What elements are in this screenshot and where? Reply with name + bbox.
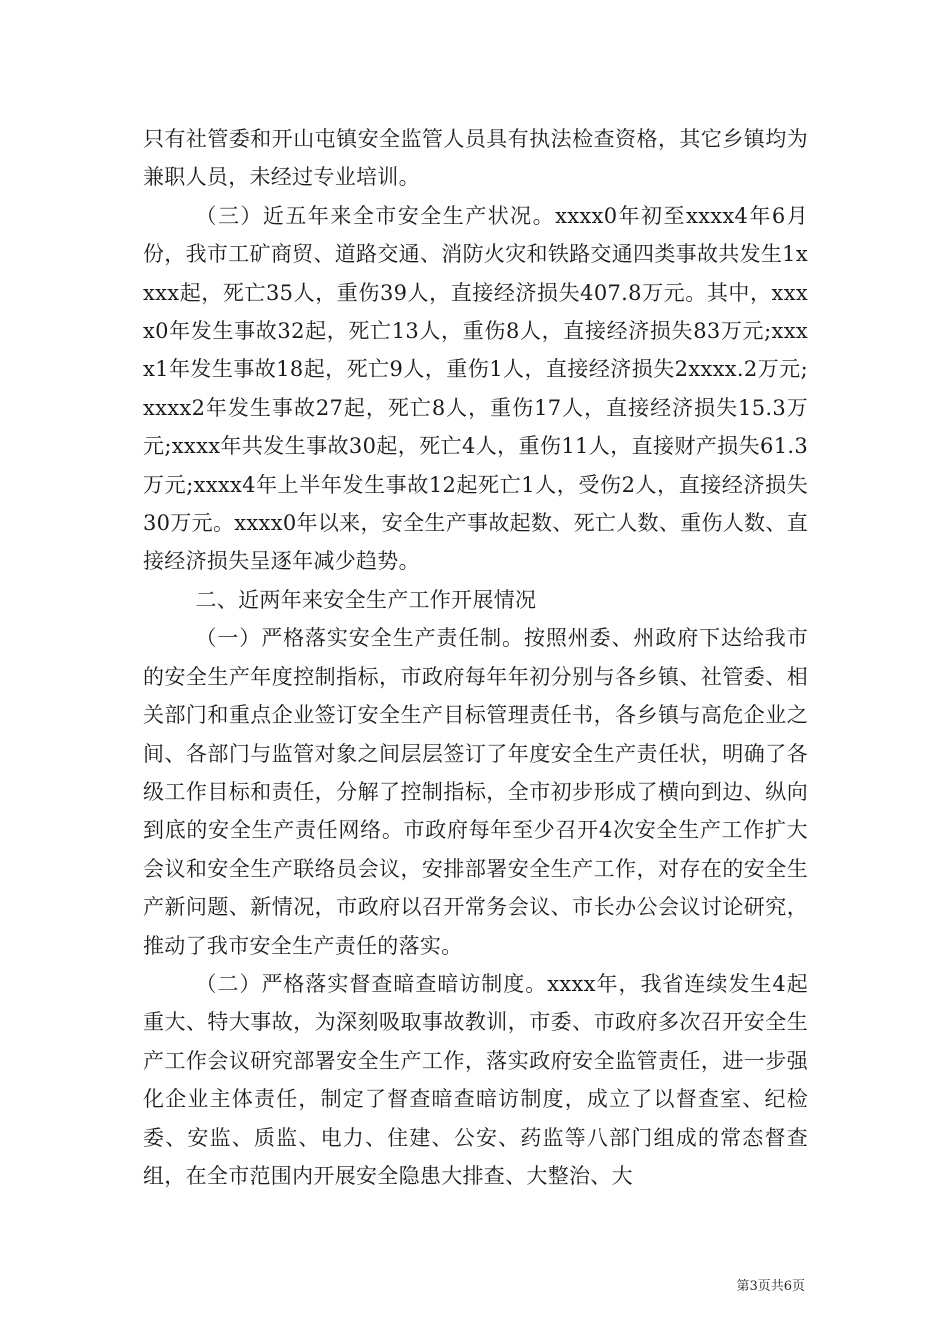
document-body — [143, 120, 808, 1195]
paragraph-continuation: 只有社管委和开山屯镇安全监管人员具有执法检查资格，其它乡镇均为兼职人员，未经过专业培训。 — [143, 127, 808, 190]
page-number-footer: 第3页共6页 — [736, 1279, 805, 1294]
paragraph-responsibility-system: （一）严格落实安全生产责任制。按照州委、州政府下达给我市的安全生产年度控制指标，市政府每年年初分别与各乡镇、社管委、相关部门和重点企业签订安全生产目标管理责任书，各乡镇与高危企业之间、各部门与监管对象之间层层签订了年度安全生产责任状，明确了各级工作目标和责任，分解了控制指标，全市初步形成了横向到边、纵向到底的安全生产责任网络。市政府每年至少召开4次安全生产工作扩大会议和安全生产联络员会议，安排部署安全生产工作，对存在的安全生产新问题、新情况，市政府以召开常务会议、市长办公会议讨论研究，推动了我市安全生产责任的落实。 — [143, 626, 808, 958]
paragraph-inspection-system: （二）严格落实督查暗查暗访制度。xxxx年，我省连续发生4起重大、特大事故，为深刻吸取事故教训，市委、市政府多次召开安全生产工作会议研究部署安全生产工作，落实政府安全监管责任，进一步强化企业主体责任，制定了督查暗查暗访制度，成立了以督查室、纪检委、安监、质监、电力、住建、公安、药监等八部门组成的常态督查组，在全市范围内开展安全隐患大排查、大整治、大 — [143, 971, 808, 1188]
paragraph-safety-status: （三）近五年来全市安全生产状况。xxxx0年初至xxxx4年6月份，我市工矿商贸、道路交通、消防火灾和铁路交通四类事故共发生1xxxx起，死亡35人，重伤39人，直接经济损失407.8万元。其中，xxxx0年发生事故32起，死亡13人，重伤8人，直接经济损失83万元;xxxx1年发生事故18起，死亡9人，重伤1人，直接经济损失2xxxx.2万元;xxxx2年发生事故27起，死亡8人，重伤17人，直接经济损失15.3万元;xxxx年共发生事故30起，死亡4人，重伤11人，直接财产损失61.3万元;xxxx4年上半年发生事故12起死亡1人，受伤2人，直接经济损失30万元。xxxx0年以来，安全生产事故起数、死亡人数、重伤人数、直接经济损失呈逐年减少趋势。 — [143, 203, 808, 574]
section-heading-work-progress: 二、近两年来安全生产工作开展情况 — [195, 587, 537, 612]
